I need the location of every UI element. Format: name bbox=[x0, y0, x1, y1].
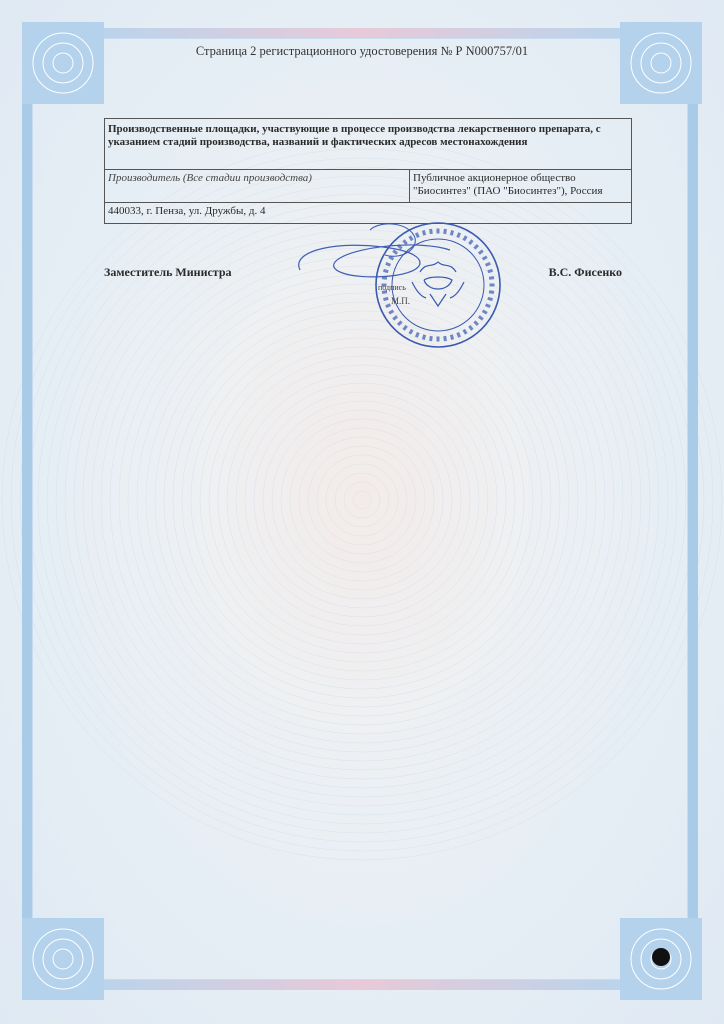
table-heading: Производственные площадки, участвующие в процессе производства лекарственного препарата, с указанием стадий производства, названий и фактических адресов местонахождения bbox=[105, 119, 632, 170]
production-sites-table bbox=[104, 118, 632, 224]
corner-rosette-icon bbox=[620, 22, 702, 104]
page-title: Страница 2 регистрационного удостоверения № Р N000757/01 bbox=[195, 44, 529, 58]
top-border-band bbox=[95, 28, 625, 38]
signatory-position: Заместитель Министра bbox=[104, 265, 232, 279]
punch-hole bbox=[652, 948, 670, 966]
corner-rosette-icon bbox=[22, 22, 104, 104]
producer-label: Производитель (Все стадии производства) bbox=[105, 170, 410, 203]
corner-rosette-icon bbox=[22, 918, 104, 1000]
signature-caption: подпись bbox=[378, 283, 406, 292]
signatory-name: В.С. Фисенко bbox=[548, 265, 622, 279]
producer-address: 440033, г. Пенза, ул. Дружбы, д. 4 bbox=[105, 203, 632, 224]
producer-name: Публичное акционерное общество "Биосинтез" (ПАО "Биосинтез"), Россия bbox=[410, 170, 632, 203]
seal-caption: М.П. bbox=[391, 296, 411, 306]
bottom-border-band bbox=[95, 980, 625, 990]
